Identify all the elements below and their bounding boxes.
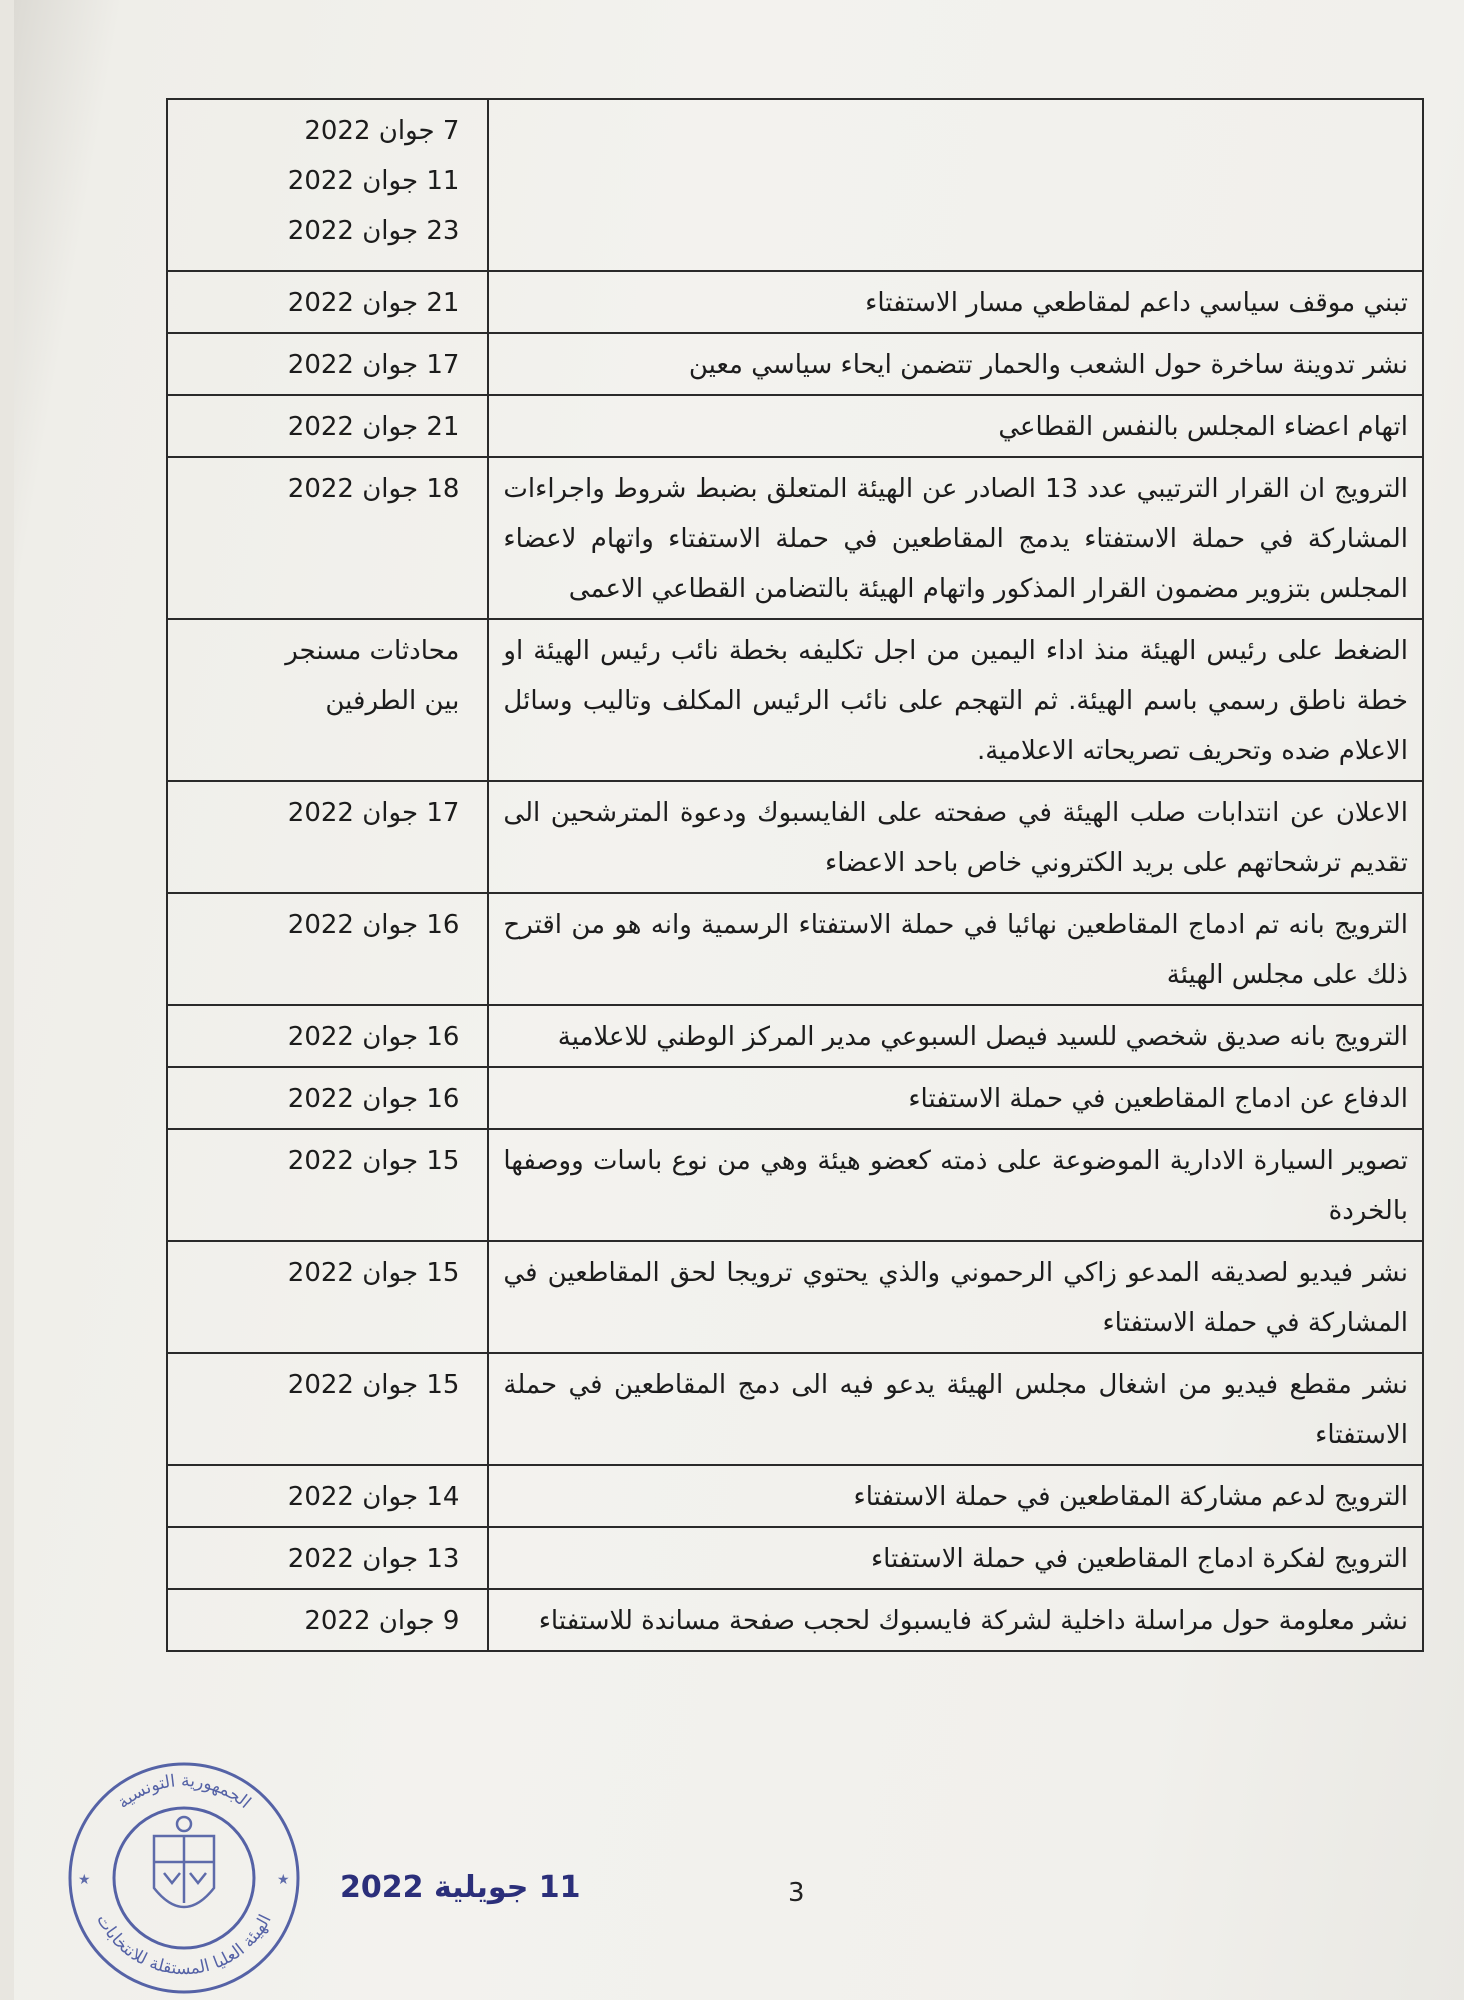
table-row [167,1527,1423,1589]
table-row [167,457,1423,619]
row-date [167,99,488,271]
date-text: 13 جوان 2022 [287,1544,460,1574]
row-date [167,1241,488,1353]
date-text: بين الطرفين [325,686,460,716]
date-text: 15 جوان 2022 [287,1370,460,1400]
date-text: 16 جوان 2022 [287,1084,460,1114]
row-date [167,1589,488,1651]
table-row [167,1005,1423,1067]
row-date [167,395,488,457]
row-date [167,619,488,781]
row-date [167,1527,488,1589]
date-text: 21 جوان 2022 [287,412,460,442]
document-page [14,0,1464,2000]
table-body [167,99,1423,1651]
row-description: الدفاع عن ادماج المقاطعين في حملة الاستفتاء [488,1067,1423,1129]
row-description: الترويج لدعم مشاركة المقاطعين في حملة الاستفتاء [488,1465,1423,1527]
svg-text:★: ★ [277,1872,290,1888]
date-text: 7 جوان 2022 [304,116,460,146]
row-description: اتهام اعضاء المجلس بالنفس القطاعي [488,395,1423,457]
date-text: 11 جوان 2022 [287,166,460,196]
page-number: 3 [788,1878,805,1908]
row-description: تصوير السيارة الادارية الموضوعة على ذمته كعضو هيئة وهي من نوع باسات ووصفها بالخردة [488,1129,1423,1241]
date-text: 15 جوان 2022 [287,1146,460,1176]
row-date [167,781,488,893]
row-description: نشر تدوينة ساخرة حول الشعب والحمار تتضمن ايحاء سياسي معين [488,333,1423,395]
table-row [167,395,1423,457]
row-description: الترويج لفكرة ادماج المقاطعين في حملة الاستفتاء [488,1527,1423,1589]
row-description [488,99,1423,271]
seal-top-text: الجمهورية التونسية [113,1770,255,1813]
date-text: 18 جوان 2022 [287,474,460,504]
date-text: 15 جوان 2022 [287,1258,460,1288]
date-text: 16 جوان 2022 [287,1022,460,1052]
date-text: 17 جوان 2022 [287,798,460,828]
date-text: 16 جوان 2022 [287,910,460,940]
row-description: نشر فيديو لصديقه المدعو زاكي الرحموني والذي يحتوي ترويجا لحق المقاطعين في المشاركة في حملة الاستفتاء [488,1241,1423,1353]
table-row [167,99,1423,271]
table-row [167,1129,1423,1241]
table-row [167,619,1423,781]
row-description: الترويج بانه تم ادماج المقاطعين نهائيا في حملة الاستفتاء الرسمية وانه هو من اقترح ذلك على مجلس الهيئة [488,893,1423,1005]
table-row [167,333,1423,395]
official-seal [64,1758,304,1998]
row-date [167,1353,488,1465]
date-text: 17 جوان 2022 [287,350,460,380]
violations-table [166,98,1424,1652]
row-description: نشر مقطع فيديو من اشغال مجلس الهيئة يدعو فيه الى دمج المقاطعين في حملة الاستفتاء [488,1353,1423,1465]
row-date [167,893,488,1005]
row-description: تبني موقف سياسي داعم لمقاطعي مسار الاستفتاء [488,271,1423,333]
date-text: 9 جوان 2022 [304,1606,460,1636]
row-date [167,1465,488,1527]
table-row [167,781,1423,893]
row-date [167,333,488,395]
row-description: الضغط على رئيس الهيئة منذ اداء اليمين من اجل تكليفه بخطة نائب رئيس الهيئة او خطة ناطق رسمي باسم الهيئة. ثم التهجم على نائب الرئيس المكلف وتاليب وسائل الاعلام ضده وتحريف تصريحاته الاعلامية. [488,619,1423,781]
table-row [167,1353,1423,1465]
table-row [167,1067,1423,1129]
row-date [167,1005,488,1067]
row-date [167,271,488,333]
date-text: 14 جوان 2022 [287,1482,460,1512]
row-description: نشر معلومة حول مراسلة داخلية لشركة فايسبوك لحجب صفحة مساندة للاستفتاء [488,1589,1423,1651]
date-text: 23 جوان 2022 [287,216,460,246]
table-row [167,1241,1423,1353]
row-description: الاعلان عن انتدابات صلب الهيئة في صفحته على الفايسبوك ودعوة المترشحين الى تقديم ترشحاتهم على بريد الكتروني خاص باحد الاعضاء [488,781,1423,893]
seal-emblem-icon [154,1817,214,1907]
row-date [167,457,488,619]
seal-bottom-text: الهيئة العليا المستقلة للانتخابات [92,1910,276,1980]
svg-text:★: ★ [78,1872,91,1888]
row-description: الترويج بانه صديق شخصي للسيد فيصل السبوعي مدير المركز الوطني للاعلامية [488,1005,1423,1067]
date-text: محادثات مسنجر [285,636,460,666]
table-row [167,271,1423,333]
row-date [167,1067,488,1129]
date-stamp: 11 جويلية 2022 [340,1870,581,1905]
date-text: 21 جوان 2022 [287,288,460,318]
table-row [167,1589,1423,1651]
table-row [167,893,1423,1005]
row-date [167,1129,488,1241]
row-description: الترويج ان القرار الترتيبي عدد 13 الصادر عن الهيئة المتعلق بضبط شروط واجراءات المشاركة في حملة الاستفتاء يدمج المقاطعين في حملة الاستفتاء واتهام لاعضاء المجلس بتزوير مضمون القرار المذكور واتهام الهيئة بالتضامن القطاعي الاعمى [488,457,1423,619]
table-row [167,1465,1423,1527]
